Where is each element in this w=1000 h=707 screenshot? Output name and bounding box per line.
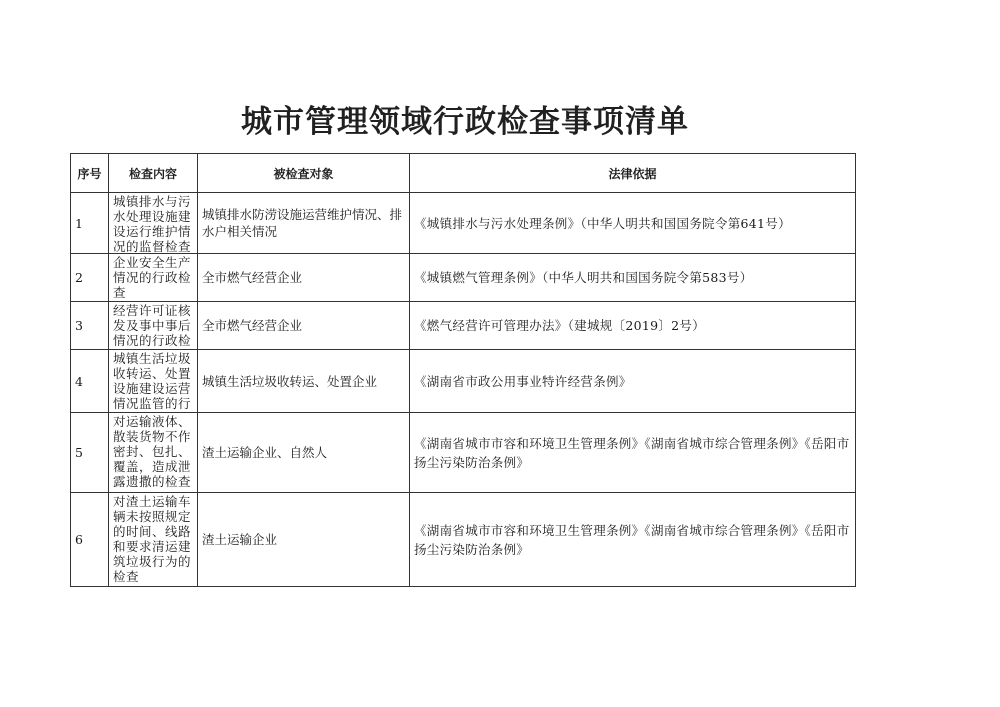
row-number: 1 [71, 193, 109, 254]
row-content: 对运输液体、散装货物不作密封、包扎、覆盖，造成泄露遗撒的检查 [113, 414, 192, 489]
table-row [71, 254, 856, 302]
row-law: 《城镇燃气管理条例》（中华人明共和国国务院令第583号） [410, 254, 856, 302]
row-content-cell [109, 302, 198, 350]
row-law: 《燃气经营许可管理办法》（建城规〔2019〕2号） [410, 302, 856, 350]
row-content-cell [109, 413, 198, 493]
table-row [71, 193, 856, 254]
table-row [71, 302, 856, 350]
row-number: 5 [71, 413, 109, 493]
row-content: 经营许可证核发及事中事后情况的行政检 [113, 303, 192, 348]
row-law: 《湖南省城市市容和环境卫生管理条例》《湖南省城市综合管理条例》《岳阳市扬尘污染防治条例》 [410, 413, 856, 493]
header-legal-basis: 法律依据 [410, 154, 856, 193]
row-number: 3 [71, 302, 109, 350]
row-object: 城镇排水防涝设施运营维护情况、排水户相关情况 [198, 193, 410, 254]
header-inspection-content: 检查内容 [109, 154, 198, 193]
table-header-row [71, 154, 856, 193]
header-inspected-object: 被检查对象 [198, 154, 410, 193]
row-content: 对渣土运输车辆未按照规定的时间、线路和要求清运建筑垃圾行为的检查 [113, 494, 192, 584]
row-number: 2 [71, 254, 109, 302]
row-content: 企业安全生产情况的行政检查 [113, 255, 192, 300]
row-object: 全市燃气经营企业 [198, 254, 410, 302]
row-law: 《湖南省城市市容和环境卫生管理条例》《湖南省城市综合管理条例》《岳阳市扬尘污染防治条例》 [410, 493, 856, 587]
row-content: 城镇排水与污水处理设施建设运行维护情况的监督检查 [113, 193, 192, 253]
row-law: 《湖南省市政公用事业特许经营条例》 [410, 350, 856, 413]
row-number: 6 [71, 493, 109, 587]
row-content-cell [109, 493, 198, 587]
row-law: 《城镇排水与污水处理条例》（中华人明共和国国务院令第641号） [410, 193, 856, 254]
document-title: 城市管理领域行政检查事项清单 [241, 104, 689, 140]
row-content-cell [109, 193, 198, 254]
row-object: 渣土运输企业、自然人 [198, 413, 410, 493]
table-row [71, 413, 856, 493]
row-content: 城镇生活垃圾收转运、处置设施建设运营情况监管的行 [113, 351, 192, 411]
row-object: 渣土运输企业 [198, 493, 410, 587]
table-row [71, 350, 856, 413]
row-object: 城镇生活垃圾收转运、处置企业 [198, 350, 410, 413]
row-number: 4 [71, 350, 109, 413]
header-serial-number: 序号 [71, 154, 109, 193]
row-content-cell [109, 254, 198, 302]
inspection-items-table [70, 153, 856, 587]
row-object: 全市燃气经营企业 [198, 302, 410, 350]
row-content-cell [109, 350, 198, 413]
table-row [71, 493, 856, 587]
